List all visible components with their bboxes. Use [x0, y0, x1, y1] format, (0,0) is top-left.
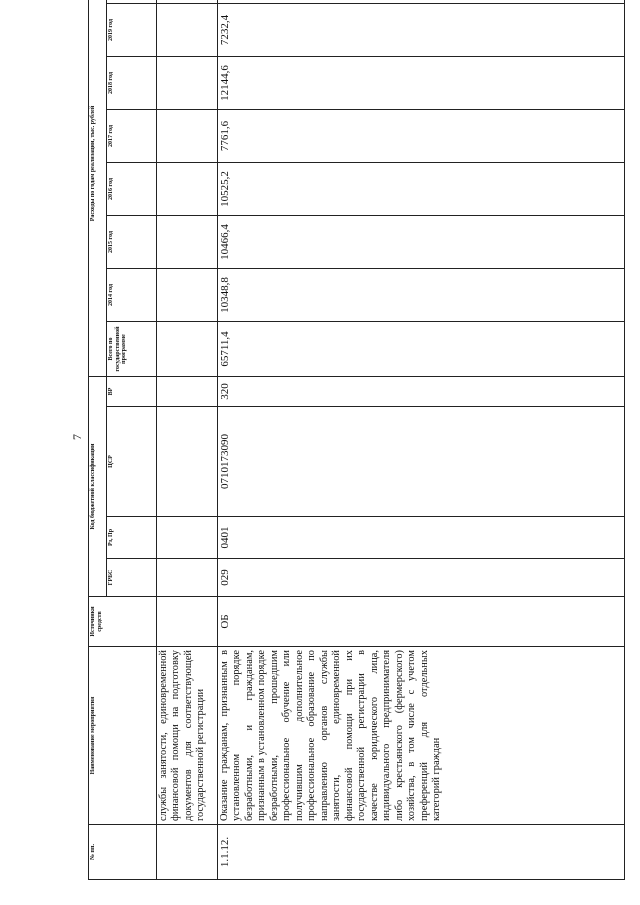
cell-year-2018: 12144,6	[218, 56, 625, 109]
header-year-2019: 2019 год	[107, 3, 157, 56]
cell-source	[157, 597, 218, 647]
table-row	[157, 0, 218, 880]
cell-year-2020	[218, 0, 625, 3]
cell-source: ОБ	[218, 597, 625, 647]
cell-year-2019: 7232,4	[218, 3, 625, 56]
header-vr: ВР	[107, 376, 157, 406]
header-name: Наименование мероприятия	[89, 647, 157, 825]
cell-total: 65711,4	[218, 321, 625, 376]
cell-total	[157, 321, 218, 376]
header-total: Всего по государственной программе	[107, 321, 157, 376]
cell-year	[157, 56, 218, 109]
cell-rzpr	[157, 517, 218, 559]
header-year-2016: 2016 год	[107, 162, 157, 215]
header-year-2018: 2018 год	[107, 56, 157, 109]
cell-csr	[157, 407, 218, 517]
cell-year	[157, 162, 218, 215]
page-number: 7	[70, 434, 84, 440]
header-year-2017: 2017 год	[107, 109, 157, 162]
header-year-2020	[107, 0, 157, 3]
cell-vr: 320	[218, 376, 625, 406]
header-spend-group: Расходы по годам реализации, тыс. рублей	[89, 0, 107, 376]
cell-name: службы занятости, единовременной финансовой помощи на подготовку документов для соответствующей государственной регистрации	[157, 647, 218, 825]
cell-year-2014: 10348,8	[218, 268, 625, 321]
cell-name: Оказание гражданам, признанным в установленном порядке безработными, и гражданам, признанным в установленном порядке безработными, прошедшим профессиональное обучение или получившим дополнительное профессиональное образование по направлению органов службы занятости, единовременной финансовой помощи при их государственной регистрации в качестве юридического лица, индивидуального предпринимателя либо крестьянского (фермерского) хозяйства, в том числе с учетом преференций для отдельных категорий граждан	[218, 647, 625, 825]
header-rzpr: Рз, Пр	[107, 517, 157, 559]
cell-year	[157, 109, 218, 162]
cell-num	[157, 825, 218, 880]
header-code-group: Код бюджетной классификации	[89, 376, 107, 596]
header-grbs: ГРБС	[107, 559, 157, 597]
header-csr: ЦСР	[107, 407, 157, 517]
header-num: № пп.	[89, 825, 157, 880]
cell-grbs	[157, 559, 218, 597]
cell-year-2017: 7761,6	[218, 109, 625, 162]
cell-num: 1.1.12.	[218, 825, 625, 880]
cell-year-2016: 10525,2	[218, 162, 625, 215]
cell-year	[157, 3, 218, 56]
cell-vr	[157, 376, 218, 406]
cell-year	[157, 215, 218, 268]
table-row	[218, 0, 625, 880]
header-year-2014: 2014 год	[107, 268, 157, 321]
cell-csr: 0710173090	[218, 407, 625, 517]
cell-rzpr: 0401	[218, 517, 625, 559]
cell-year-2015: 10466,4	[218, 215, 625, 268]
rotated-page	[88, 14, 622, 880]
header-source: Источники средств	[89, 597, 157, 647]
cell-year	[157, 0, 218, 3]
header-year-2015: 2015 год	[107, 215, 157, 268]
cell-year	[157, 268, 218, 321]
budget-table	[88, 0, 625, 880]
cell-grbs: 029	[218, 559, 625, 597]
